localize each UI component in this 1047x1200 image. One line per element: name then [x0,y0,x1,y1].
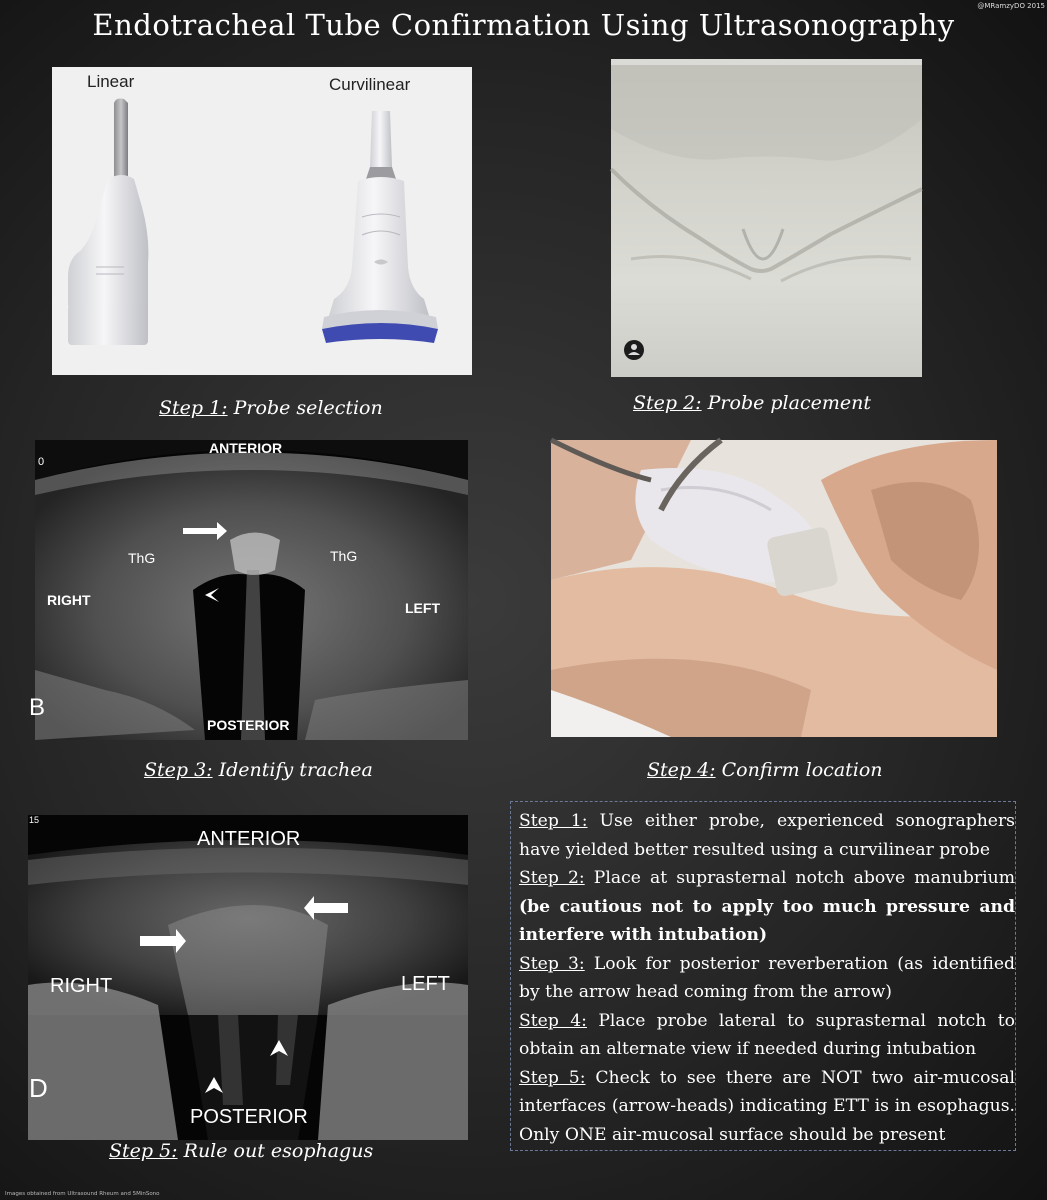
caption-step-5 [109,1140,373,1162]
instruction-step-2 [519,864,1015,950]
instruction-step-3-label: Step 3: [519,953,585,974]
us2-anterior-label: ANTERIOR [197,828,301,850]
us1-anterior-label: ANTERIOR [209,440,283,456]
us1-thyroid-right-label: ThG [330,548,358,564]
us1-depth-mark: 0 [38,456,45,468]
caption-step-5-label: Step 5: [109,1140,178,1162]
caption-step-2-label: Step 2: [633,392,702,414]
instructions-box [510,801,1016,1151]
probe-placement-clinical-photo [551,440,997,737]
caption-step-4 [647,759,883,781]
caption-step-5-text: Rule out esophagus [183,1140,374,1162]
instruction-step-1-text: Use either probe, experienced sonographers have yielded better resulted using a curvilinear probe [519,811,1015,860]
image-source-note: Images obtained from Ultrasound Rheum and 5MinSono [5,1191,160,1197]
instruction-step-2-text: Place at suprasternal notch above manubrium [593,868,1015,888]
instruction-step-4-label: Step 4: [519,1010,587,1031]
instruction-step-2-label: Step 2: [519,868,585,888]
us1-left-label: LEFT [405,600,440,616]
page-title: Endotracheal Tube Confirmation Using Ultrasonography [92,8,955,42]
caption-step-1-label: Step 1: [159,397,228,419]
trachea-ultrasound-scan [35,440,468,740]
instruction-step-1-label: Step 1: [519,811,588,831]
us1-thyroid-left-label: ThG [128,550,156,566]
neck-illustration [611,59,922,377]
caption-step-4-text: Confirm location [721,759,883,781]
caption-step-4-label: Step 4: [647,759,716,781]
probe-selection-image [52,67,472,375]
us1-right-label: RIGHT [47,592,91,608]
esophagus-ultrasound-image [28,815,468,1140]
caption-step-3-text: Identify trachea [218,759,373,781]
instruction-step-5-label: Step 5: [519,1067,586,1088]
clinical-illustration [551,440,997,737]
caption-step-3 [144,759,373,781]
instruction-step-5-text: Check to see there are NOT two air-mucosal interfaces (arrow-heads) indicating ETT is in esophagus. Only ONE air-mucosal surface should be present [519,1067,1016,1145]
linear-probe-label: Linear [87,72,135,91]
us2-panel-letter: D [29,1073,48,1103]
instruction-step-1 [519,807,1015,864]
instruction-step-5 [519,1064,1015,1150]
instruction-step-2-warning: (be cautious not to apply too much pressure and interfere with intubation) [519,896,1015,945]
caption-step-1-text: Probe selection [233,397,383,419]
caption-step-3-label: Step 3: [144,759,213,781]
caption-step-2 [633,392,871,414]
us1-posterior-label: POSTERIOR [207,717,290,733]
instruction-step-4-text: Place probe lateral to suprasternal notch to obtain an alternate view if needed during intubation [519,1010,1015,1059]
curvilinear-probe-label: Curvilinear [329,75,411,94]
suprasternal-notch-photo [611,59,922,377]
us2-left-label: LEFT [401,973,450,995]
caption-step-1 [159,397,383,419]
author-credit: @MRamzyDO 2015 [977,2,1045,10]
us2-right-label: RIGHT [50,975,113,997]
instruction-step-3-text: Look for posterior reverberation (as identified by the arrow head coming from the arrow) [519,953,1015,1002]
us2-depth-mark: 15 [29,815,40,825]
trachea-ultrasound-image [29,440,468,740]
instruction-step-4 [519,1007,1015,1064]
us2-posterior-label: POSTERIOR [190,1106,308,1128]
us1-panel-letter: B [29,694,46,721]
instruction-step-3 [519,950,1015,1007]
caption-step-2-text: Probe placement [707,392,871,414]
probe-illustration [52,67,472,375]
